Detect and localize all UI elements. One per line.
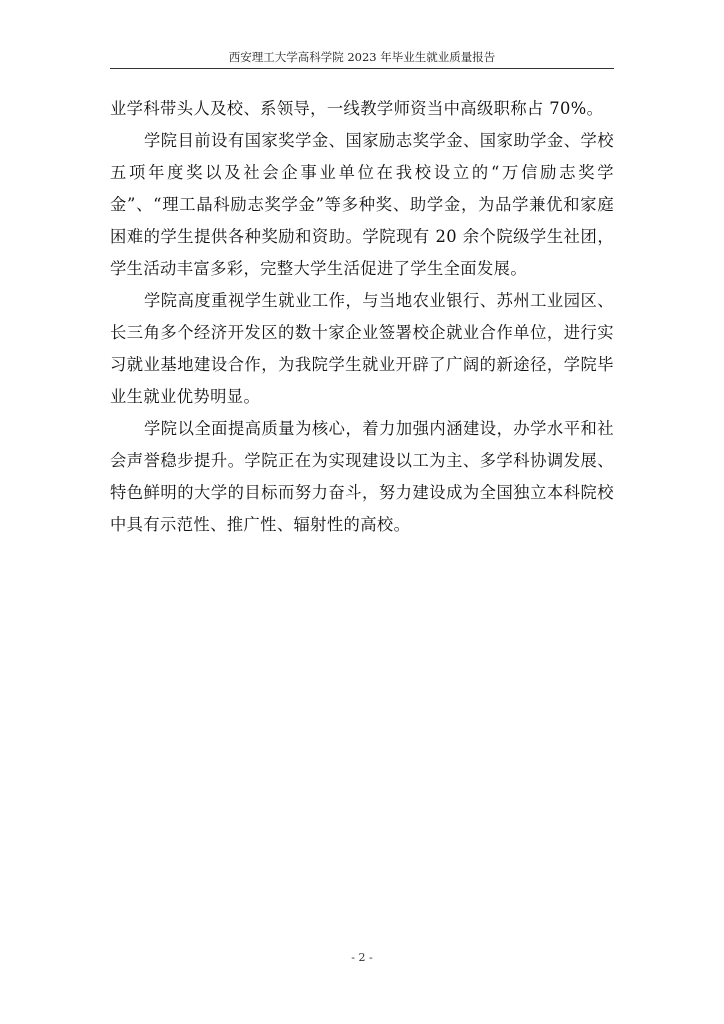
paragraph-2: 学院目前设有国家奖学金、国家励志奖学金、国家助学金、学校五项年度奖以及社会企事业单位在我校设立的“万信励志奖学金”、“理工晶科励志奖学金”等多种奖、助学金，为品学兼优和家庭困难的学生提供各种奖励和资助。学院现有 20 余个院级学生社团，学生活动丰富多彩，完整大学生活促进了学生全面发展。 (110, 131, 614, 278)
body-text (110, 93, 614, 541)
running-header: 西安理工大学高科学院 2023 年毕业生就业质量报告 (228, 50, 496, 64)
paragraph-4: 学院以全面提高质量为核心，着力加强内涵建设，办学水平和社会声誉稳步提升。学院正在为实现建设以工为主、多学科协调发展、特色鲜明的大学的目标而努力奋斗，努力建设成为全国独立本科院校中具有示范性、推广性、辐射性的高校。 (110, 419, 614, 534)
header-divider (110, 68, 614, 69)
page-number: - 2 - (351, 951, 373, 964)
paragraph-1: 业学科带头人及校、系领导，一线教学师资当中高级职称占 70%。 (110, 99, 604, 118)
paragraph-3: 学院高度重视学生就业工作，与当地农业银行、苏州工业园区、长三角多个经济开发区的数十家企业签署校企就业合作单位，进行实习就业基地建设合作，为我院学生就业开辟了广阔的新途径，学院毕业生就业优势明显。 (110, 291, 614, 406)
